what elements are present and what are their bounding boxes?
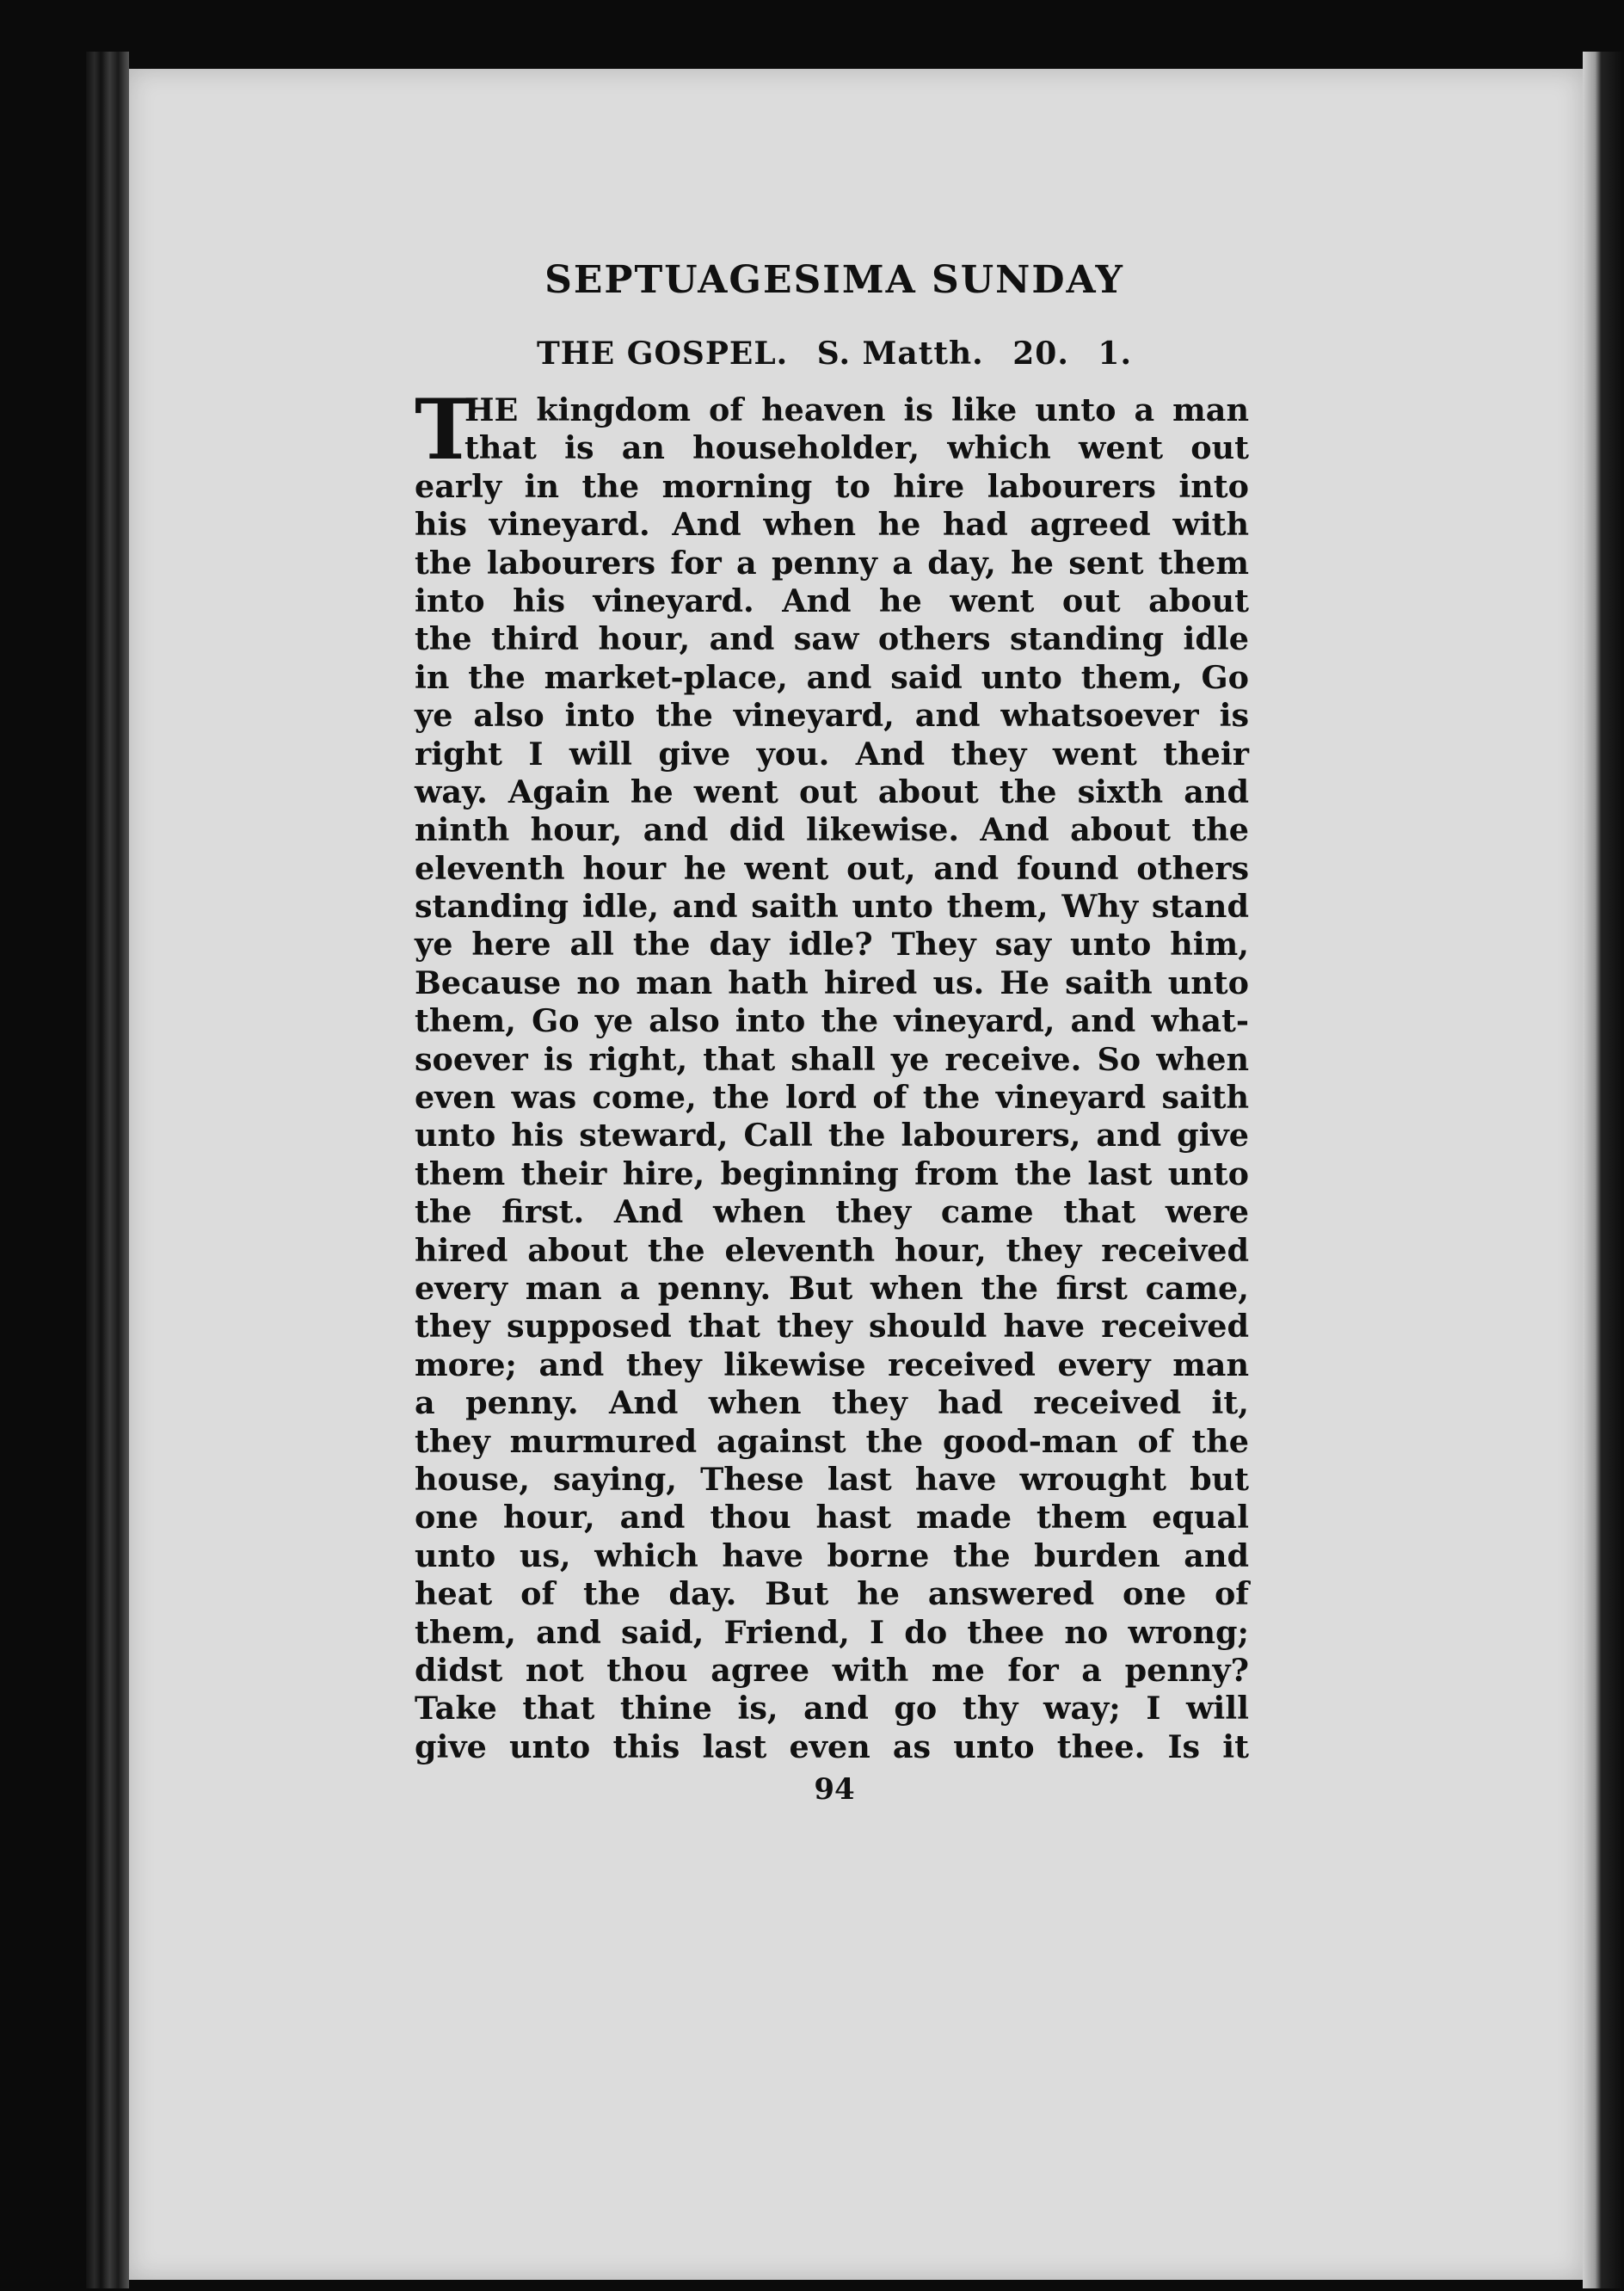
text-line: eleventh hour he went out, and found others bbox=[415, 849, 1249, 887]
page-number: 94 bbox=[814, 1772, 855, 1807]
text-line: house, saying, These last have wrought but bbox=[415, 1460, 1249, 1498]
text-line: hired about the eleventh hour, they received bbox=[415, 1231, 1249, 1269]
section-heading bbox=[413, 336, 1256, 372]
reference-chapter: 20. bbox=[1012, 336, 1069, 372]
text-line: unto us, which have borne the burden and bbox=[415, 1537, 1249, 1574]
text-line: HE kingdom of heaven is like unto a man bbox=[464, 391, 1249, 428]
text-line: them, Go ye also into the vineyard, and what- bbox=[415, 1002, 1249, 1040]
text-line: in the market-place, and said unto them, Go bbox=[415, 658, 1249, 696]
text-line: they murmured against the good-man of the bbox=[415, 1422, 1249, 1460]
text-line: they supposed that they should have received bbox=[415, 1308, 1249, 1346]
reference-verse: 1. bbox=[1098, 336, 1133, 372]
text-line: them their hire, beginning from the last unto bbox=[415, 1155, 1249, 1192]
text-line: them, and said, Friend, I do thee no wrong; bbox=[415, 1613, 1249, 1651]
text-line: early in the morning to hire labourers into bbox=[415, 467, 1249, 505]
section-title: THE GOSPEL. bbox=[536, 336, 789, 372]
gospel-text bbox=[415, 381, 1249, 1766]
text-line: ninth hour, and did likewise. And about the bbox=[415, 811, 1249, 849]
text-line: way. Again he went out about the sixth and bbox=[415, 773, 1249, 810]
text-line: more; and they likewise received every man bbox=[415, 1346, 1249, 1383]
text-line: right I will give you. And they went their bbox=[415, 735, 1249, 773]
text-line: standing idle, and saith unto them, Why stand bbox=[415, 888, 1249, 926]
text-line: into his vineyard. And he went out about bbox=[415, 582, 1249, 619]
text-line: Take that thine is, and go thy way; I will bbox=[415, 1690, 1249, 1727]
running-head: SEPTUAGESIMA SUNDAY bbox=[544, 258, 1124, 302]
text-line: that is an householder, which went out bbox=[464, 429, 1249, 467]
text-line: the third hour, and saw others standing idle bbox=[415, 620, 1249, 658]
text-line: didst not thou agree with me for a penny? bbox=[415, 1651, 1249, 1689]
text-line: the first. And when they came that were bbox=[415, 1193, 1249, 1231]
text-line: ye also into the vineyard, and whatsoever is bbox=[415, 697, 1249, 735]
text-line: soever is right, that shall ye receive. So when bbox=[415, 1040, 1249, 1078]
reference-book: S. Matth. bbox=[816, 336, 984, 372]
text-line: ye here all the day idle? They say unto him, bbox=[415, 926, 1249, 964]
text-line: one hour, and thou hast made them equal bbox=[415, 1499, 1249, 1537]
text-line: even was come, the lord of the vineyard saith bbox=[415, 1079, 1249, 1117]
drop-cap: T bbox=[415, 381, 477, 478]
text-line: Because no man hath hired us. He saith unto bbox=[415, 964, 1249, 1001]
page-right-edge bbox=[1583, 52, 1624, 2288]
text-line: give unto this last even as unto thee. Is it bbox=[415, 1727, 1249, 1765]
text-line: the labourers for a penny a day, he sent them bbox=[415, 544, 1249, 582]
text-line: a penny. And when they had received it, bbox=[415, 1384, 1249, 1422]
text-line: every man a penny. But when the first came, bbox=[415, 1269, 1249, 1307]
text-line: his vineyard. And when he had agreed with bbox=[415, 506, 1249, 544]
text-line: heat of the day. But he answered one of bbox=[415, 1575, 1249, 1613]
text-line: unto his steward, Call the labourers, and give bbox=[415, 1117, 1249, 1155]
book-spine-edge bbox=[86, 52, 129, 2288]
